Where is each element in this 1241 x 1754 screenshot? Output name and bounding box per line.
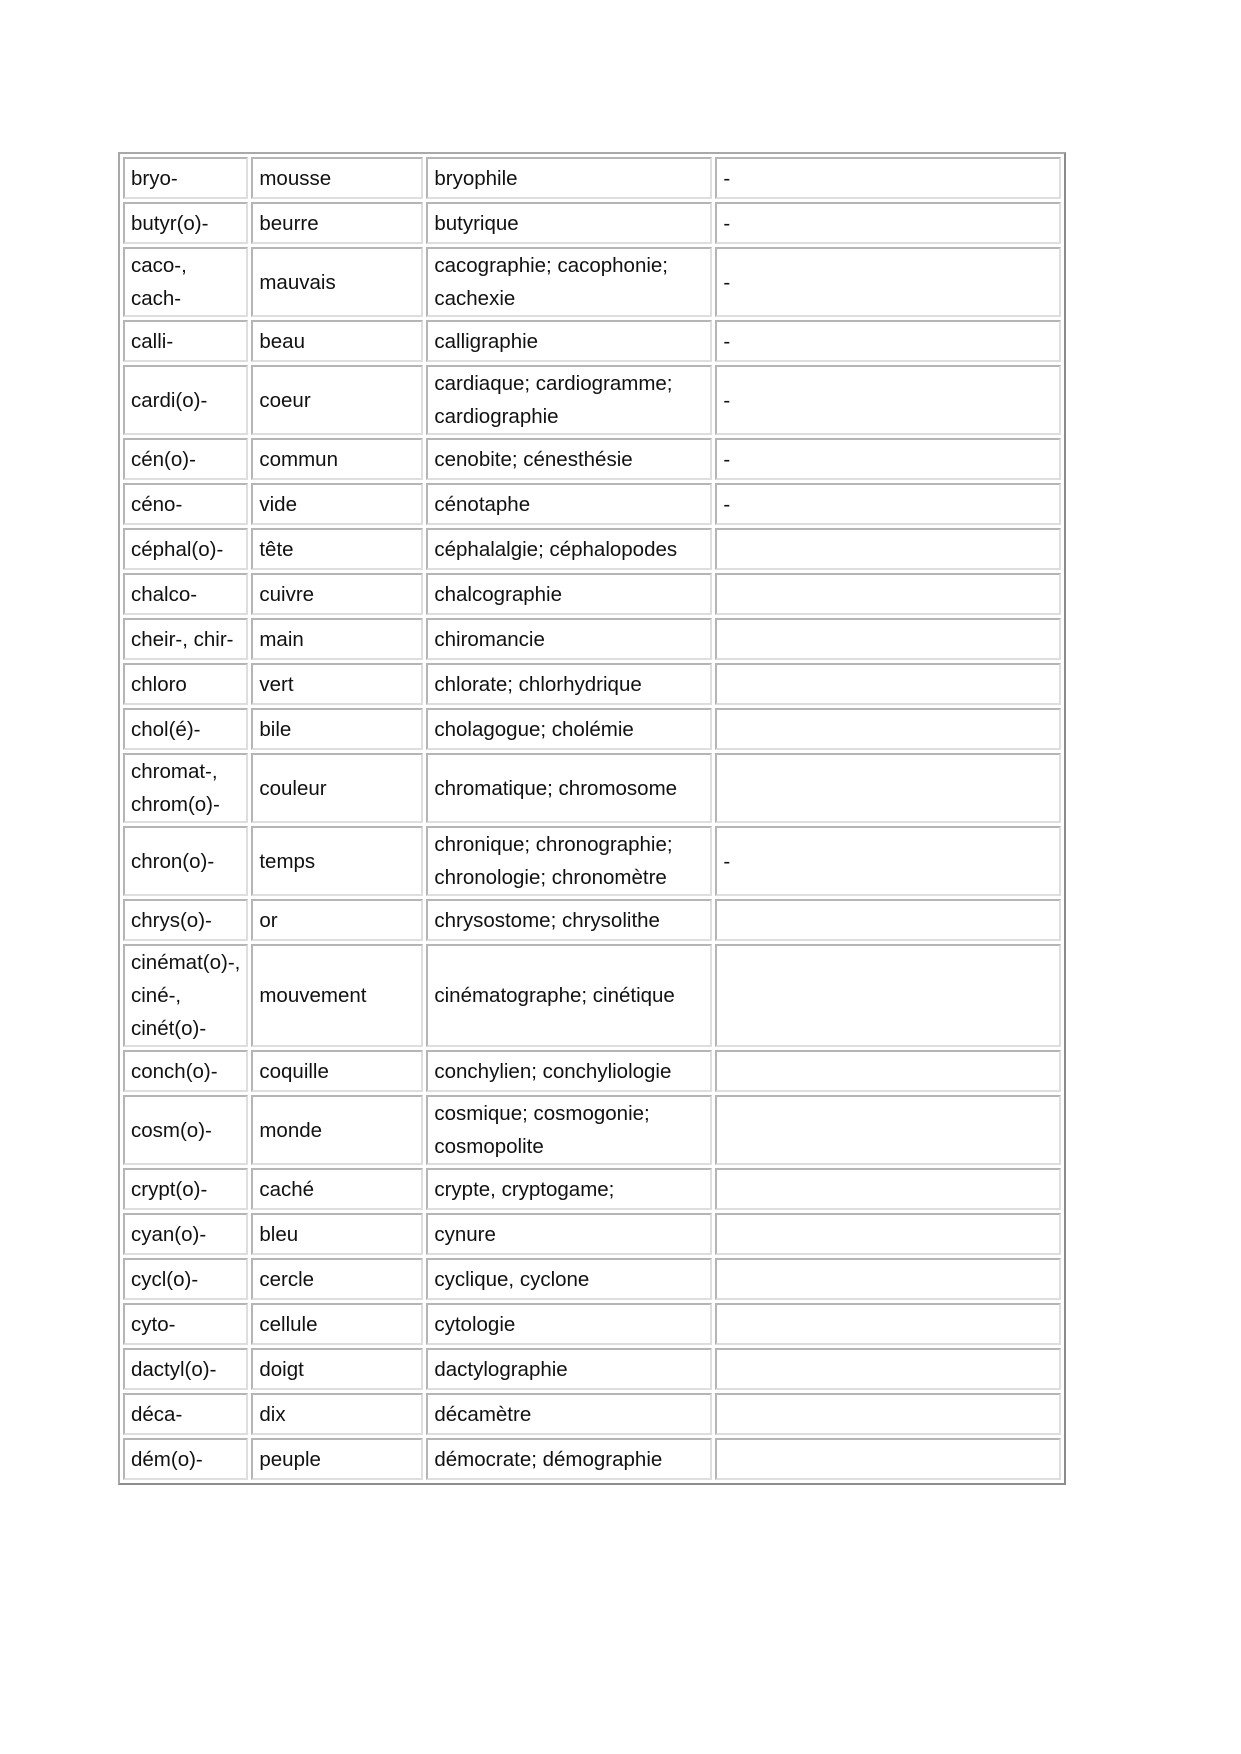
cell-prefix: chron(o)- [123, 826, 248, 896]
cell-prefix: dém(o)- [123, 1438, 248, 1480]
cell-examples: cosmique; cosmogonie; cosmopolite [426, 1095, 712, 1165]
table-row [123, 1303, 1061, 1345]
cell-prefix: cheir-, chir- [123, 618, 248, 660]
cell-meaning: coeur [251, 365, 423, 435]
table-row [123, 944, 1061, 1047]
cell-note [715, 1050, 1061, 1092]
cell-prefix: cinémat(o)-, ciné-, cinét(o)- [123, 944, 248, 1047]
cell-meaning: couleur [251, 753, 423, 823]
table-row [123, 573, 1061, 615]
cell-examples: chiromancie [426, 618, 712, 660]
cell-note [715, 663, 1061, 705]
cell-meaning: cercle [251, 1258, 423, 1300]
cell-prefix: cén(o)- [123, 438, 248, 480]
cell-meaning: cellule [251, 1303, 423, 1345]
cell-prefix: cosm(o)- [123, 1095, 248, 1165]
table-row [123, 899, 1061, 941]
cell-prefix: céno- [123, 483, 248, 525]
cell-prefix: conch(o)- [123, 1050, 248, 1092]
cell-note: - [715, 320, 1061, 362]
table-row [123, 1348, 1061, 1390]
cell-note: - [715, 483, 1061, 525]
cell-note: - [715, 438, 1061, 480]
table-row [123, 247, 1061, 317]
table-row [123, 1050, 1061, 1092]
cell-note [715, 1095, 1061, 1165]
cell-meaning: peuple [251, 1438, 423, 1480]
cell-examples: cholagogue; cholémie [426, 708, 712, 750]
cell-note: - [715, 826, 1061, 896]
cell-examples: dactylographie [426, 1348, 712, 1390]
cell-prefix: cardi(o)- [123, 365, 248, 435]
cell-examples: céphalalgie; céphalopodes [426, 528, 712, 570]
cell-examples: bryophile [426, 157, 712, 199]
table-row [123, 528, 1061, 570]
cell-note [715, 1258, 1061, 1300]
cell-note [715, 1438, 1061, 1480]
cell-prefix: crypt(o)- [123, 1168, 248, 1210]
cell-note [715, 618, 1061, 660]
cell-examples: cinématographe; cinétique [426, 944, 712, 1047]
cell-prefix: butyr(o)- [123, 202, 248, 244]
cell-note: - [715, 157, 1061, 199]
cell-meaning: beau [251, 320, 423, 362]
cell-note: - [715, 202, 1061, 244]
cell-note: - [715, 247, 1061, 317]
cell-prefix: chalco- [123, 573, 248, 615]
cell-meaning: doigt [251, 1348, 423, 1390]
cell-note [715, 1168, 1061, 1210]
cell-prefix: chromat-, chrom(o)- [123, 753, 248, 823]
cell-examples: cenobite; cénesthésie [426, 438, 712, 480]
cell-examples: butyrique [426, 202, 712, 244]
cell-meaning: mauvais [251, 247, 423, 317]
cell-examples: démocrate; démographie [426, 1438, 712, 1480]
cell-meaning: main [251, 618, 423, 660]
table-row [123, 320, 1061, 362]
table-row [123, 1168, 1061, 1210]
table-row [123, 1213, 1061, 1255]
cell-examples: chrysostome; chrysolithe [426, 899, 712, 941]
cell-examples: décamètre [426, 1393, 712, 1435]
cell-examples: chromatique; chromosome [426, 753, 712, 823]
cell-prefix: chloro [123, 663, 248, 705]
cell-prefix: cyto- [123, 1303, 248, 1345]
cell-note [715, 528, 1061, 570]
cell-meaning: caché [251, 1168, 423, 1210]
cell-note: - [715, 365, 1061, 435]
cell-examples: cénotaphe [426, 483, 712, 525]
table-row [123, 1258, 1061, 1300]
cell-examples: calligraphie [426, 320, 712, 362]
prefix-table-body [123, 157, 1061, 1480]
cell-prefix: cyan(o)- [123, 1213, 248, 1255]
cell-prefix: caco-, cach- [123, 247, 248, 317]
cell-examples: conchylien; conchyliologie [426, 1050, 712, 1092]
cell-note [715, 708, 1061, 750]
cell-examples: cardiaque; cardiogramme; cardiographie [426, 365, 712, 435]
cell-examples: cytologie [426, 1303, 712, 1345]
cell-meaning: commun [251, 438, 423, 480]
cell-meaning: temps [251, 826, 423, 896]
cell-examples: cynure [426, 1213, 712, 1255]
cell-prefix: calli- [123, 320, 248, 362]
cell-meaning: beurre [251, 202, 423, 244]
cell-prefix: dactyl(o)- [123, 1348, 248, 1390]
cell-prefix: bryo- [123, 157, 248, 199]
cell-note [715, 1348, 1061, 1390]
cell-meaning: bile [251, 708, 423, 750]
table-row [123, 438, 1061, 480]
cell-examples: crypte, cryptogame; [426, 1168, 712, 1210]
cell-meaning: mousse [251, 157, 423, 199]
cell-meaning: or [251, 899, 423, 941]
cell-meaning: coquille [251, 1050, 423, 1092]
cell-note [715, 899, 1061, 941]
cell-meaning: dix [251, 1393, 423, 1435]
table-row [123, 826, 1061, 896]
prefix-table [118, 152, 1066, 1485]
table-row [123, 365, 1061, 435]
cell-note [715, 573, 1061, 615]
cell-meaning: bleu [251, 1213, 423, 1255]
cell-examples: chronique; chronographie; chronologie; chronomètre [426, 826, 712, 896]
table-row [123, 708, 1061, 750]
cell-prefix: déca- [123, 1393, 248, 1435]
cell-meaning: vide [251, 483, 423, 525]
cell-prefix: chol(é)- [123, 708, 248, 750]
cell-examples: cacographie; cacophonie; cachexie [426, 247, 712, 317]
cell-examples: cyclique, cyclone [426, 1258, 712, 1300]
cell-note [715, 753, 1061, 823]
table-row [123, 483, 1061, 525]
table-row [123, 202, 1061, 244]
cell-examples: chalcographie [426, 573, 712, 615]
cell-meaning: tête [251, 528, 423, 570]
table-row [123, 753, 1061, 823]
cell-prefix: chrys(o)- [123, 899, 248, 941]
cell-note [715, 944, 1061, 1047]
cell-meaning: cuivre [251, 573, 423, 615]
table-row [123, 618, 1061, 660]
cell-note [715, 1393, 1061, 1435]
cell-meaning: monde [251, 1095, 423, 1165]
cell-meaning: mouvement [251, 944, 423, 1047]
table-row [123, 1438, 1061, 1480]
cell-examples: chlorate; chlorhydrique [426, 663, 712, 705]
table-row [123, 157, 1061, 199]
table-row [123, 663, 1061, 705]
cell-prefix: céphal(o)- [123, 528, 248, 570]
cell-note [715, 1303, 1061, 1345]
table-row [123, 1393, 1061, 1435]
table-row [123, 1095, 1061, 1165]
cell-prefix: cycl(o)- [123, 1258, 248, 1300]
cell-note [715, 1213, 1061, 1255]
cell-meaning: vert [251, 663, 423, 705]
